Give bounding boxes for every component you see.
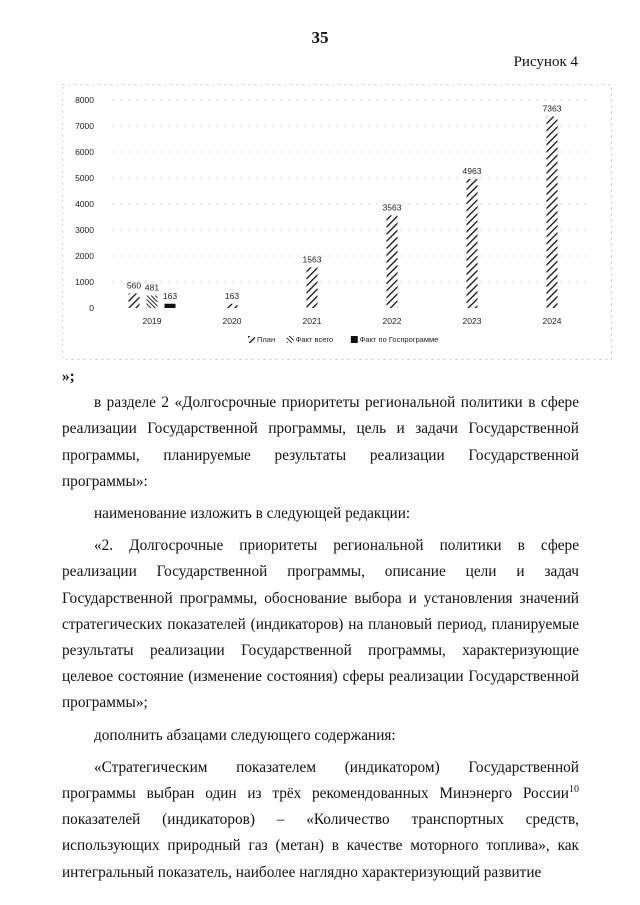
paragraph-add-instruction: дополнить абзацами следующего содержания: — [94, 726, 396, 744]
bar-0 — [467, 179, 478, 308]
paragraph-rename-instruction: наименование изложить в следующей редакции: — [94, 505, 411, 523]
x-tick-label: 2022 — [382, 316, 402, 326]
y-tick-label: 4000 — [75, 199, 94, 209]
data-label: 163 — [162, 290, 178, 301]
data-label: 4963 — [462, 165, 482, 176]
data-label: 1563 — [302, 254, 322, 265]
bar-2 — [165, 304, 176, 308]
y-tick-label: 7000 — [75, 121, 94, 131]
legend-label: Факт по Госпрограмме — [359, 335, 439, 344]
bar-0 — [387, 215, 398, 308]
y-tick-label: 2000 — [75, 251, 94, 261]
bar-0 — [129, 293, 140, 308]
indicator-text-end: показателей (индикаторов) – «Количество транспортных средств, использующих природный газ (метан) в качестве моторного топлива», как интегральный показатель, наиболее наглядно характеризующий развитие — [62, 811, 579, 881]
data-label: 3563 — [382, 202, 402, 213]
figure-caption: Рисунок 4 — [513, 54, 578, 70]
bar-chart — [62, 84, 612, 360]
legend-swatch — [287, 336, 294, 343]
x-tick-label: 2023 — [462, 316, 482, 326]
y-tick-label: 5000 — [75, 173, 94, 183]
bar-1 — [147, 295, 158, 308]
chart-svg — [62, 84, 612, 360]
body-text — [62, 364, 579, 886]
data-label: 560 — [126, 280, 142, 291]
x-tick-label: 2024 — [542, 316, 562, 326]
paragraph-strategic-indicator — [62, 755, 579, 886]
x-tick-label: 2020 — [222, 316, 242, 326]
data-label: 481 — [144, 282, 160, 293]
data-label: 7363 — [542, 103, 562, 114]
legend-label: План — [257, 335, 276, 344]
legend-swatch — [248, 336, 255, 343]
legend-swatch — [351, 336, 358, 343]
footnote-reference[interactable]: 10 — [569, 783, 579, 795]
paragraph-new-title: «2. Долгосрочные приоритеты региональной политики в сфере реализации Государственной программы, описание цели и задач Государственной программы, обоснование выбора и установления значений стратегических показателей (индикаторов) на плановый период, планируемые результаты реализации Государственной программы, характеризующие целевое состояние (изменение состояния) сферы реализации Государственной программы»; — [62, 537, 579, 712]
legend-label: Факт всего — [295, 335, 334, 344]
bar-0 — [547, 117, 558, 308]
paragraph-section-2-intro: в разделе 2 «Долгосрочные приоритеты региональной политики в сфере реализации Государственной программы, цель и задачи Государственной программы, планируемые результаты реализации Государственной программы»: — [62, 394, 579, 490]
bar-0 — [307, 267, 318, 308]
page-number: 35 — [311, 28, 329, 47]
x-tick-label: 2019 — [142, 316, 162, 326]
closing-quote: »; — [62, 368, 75, 385]
bar-0 — [227, 304, 238, 308]
x-tick-label: 2021 — [302, 316, 322, 326]
y-tick-label: 3000 — [75, 225, 94, 235]
data-label: 163 — [224, 290, 240, 301]
y-tick-label: 8000 — [75, 95, 94, 105]
y-tick-label: 6000 — [75, 147, 94, 157]
y-tick-label: 0 — [89, 303, 94, 313]
y-tick-label: 1000 — [75, 277, 94, 287]
indicator-text-start: «Стратегическим показателем (индикатором) Государственной программы выбран один из трёх рекомендованных Минэнерго России — [62, 758, 579, 803]
